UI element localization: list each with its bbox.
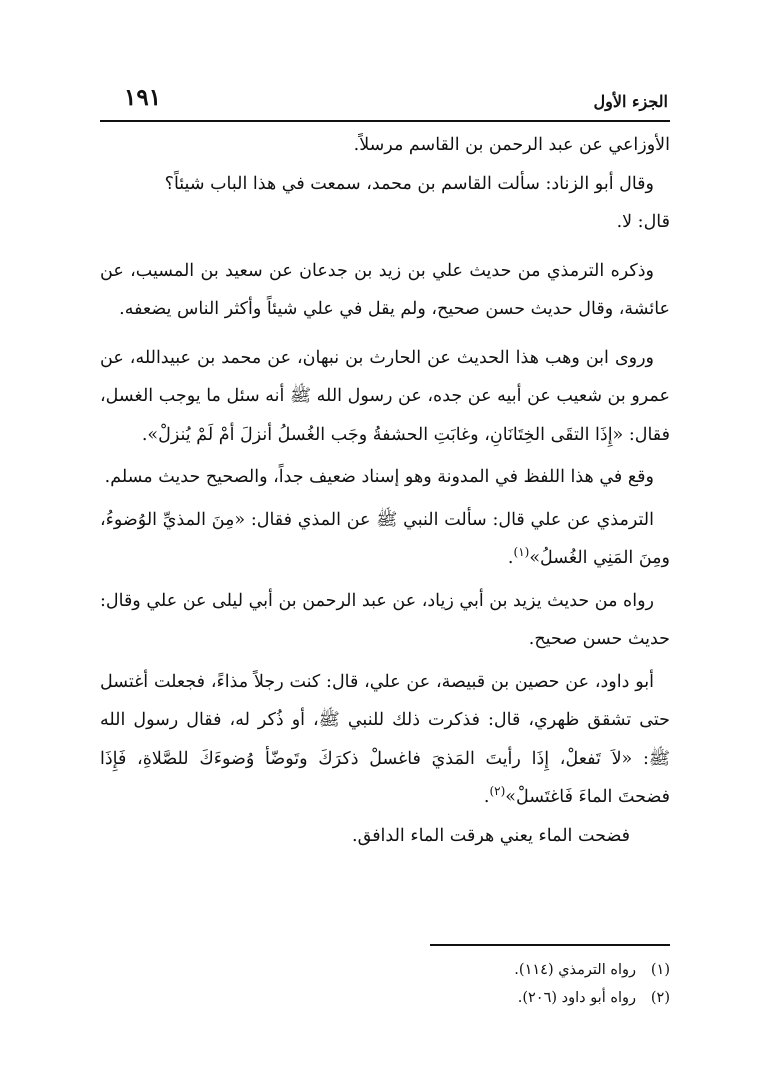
paragraph-5: وروى ابن وهب هذا الحديث عن الحارث بن نبهان، عن محمد بن عبيدالله، عن عمرو بن شعيب عن أبيه عن جده، عن رسول الله ﷺ أنه سئل ما يوجب الغسل، فقال: «إِذَا التقَى الخِتَانَانِ، وغابَتِ الحشفةُ وجَب الغُسلُ أنزلَ أمْ لَمْ يُنزلْ».: [100, 347, 670, 445]
footnote-ref-2[interactable]: (٢): [489, 784, 506, 799]
paragraph-3: قال: لا.: [616, 212, 670, 232]
paragraph-9-text: أبو داود، عن حصين بن قبيصة، عن علي، قال: كنت رجلاً مذاءً، فجعلت أغتسل حتى تشقق ظهري، قال: فذكرت ذلك للنبي ﷺ، أو ذُكر له، فقال رسول الله ﷺ: «لاَ تَفعلْ، إِذَا رأيتَ المَذيَ فاغسلْ ذكرَكَ وتَوضّأ وُضوءَكَ للصَّلاةِ، فَإِذَا فضحتَ الماءَ فَاغتَسلْ»: [100, 671, 670, 807]
paragraph-8: رواه من حديث يزيد بن أبي زياد، عن عبد الرحمن بن أبي ليلى عن علي وقال: حديث حسن صحيح.: [100, 590, 670, 649]
paragraph-6: وقع في هذا اللفظ في المدونة وهو إسناد ضعيف جداً، والصحيح حديث مسلم.: [104, 467, 654, 487]
main-text: [100, 126, 670, 855]
paragraph-10: فضحت الماء يعني هرقت الماء الدافق.: [352, 825, 630, 846]
page-number: ١٩١: [124, 84, 162, 111]
footnote-2-text: رواه أبو داود (٢٠٦).: [517, 990, 636, 1006]
footnote-ref-1[interactable]: (١): [513, 545, 530, 560]
footnote-1-number: (١): [650, 962, 670, 978]
footnote-2: [100, 984, 670, 1012]
footnote-1: [100, 956, 670, 984]
footnote-1-text: رواه الترمذي (١١٤).: [514, 962, 636, 978]
paragraph-4: وذكره الترمذي من حديث علي بن زيد بن جدعان عن سعيد بن المسيب، عن عائشة، وقال حديث حسن صحيح، ولم يقل في علي شيئاً وأكثر الناس يضعفه.: [100, 260, 670, 319]
footnotes: [100, 956, 670, 1012]
footnote-2-number: (٢): [650, 990, 670, 1006]
paragraph-7-text: الترمذي عن علي قال: سألت النبي ﷺ عن المذي فقال: «مِنَ المذيِّ الوُضوءُ، ومِنَ المَنِي الغُسلُ»: [100, 509, 670, 568]
paragraph-7: الترمذي عن علي قال: سألت النبي ﷺ عن المذي فقال: «مِنَ المذيِّ الوُضوءُ، ومِنَ المَنِي الغُسلُ»$^{(١)}$.: [100, 509, 670, 568]
paragraph-9: أبو داود، عن حصين بن قبيصة، عن علي، قال: كنت رجلاً مذاءً، فجعلت أغتسل حتى تشقق ظهري، قال: فذكرت ذلك للنبي ﷺ، أو ذُكر له، فقال رسول الله ﷺ: «لاَ تَفعلْ، إِذَا رأيتَ المَذيَ فاغسلْ ذكرَكَ وتَوضّأ وُضوءَكَ للصَّلاةِ، فَإِذَا فضحتَ الماءَ فَاغتَسلْ»$^{(٢)}$.: [100, 671, 670, 807]
paragraph-2: وقال أبو الزناد: سألت القاسم بن محمد، سمعت في هذا الباب شيئاً؟: [164, 173, 654, 194]
header-divider: [100, 120, 670, 122]
footnote-divider: [430, 944, 670, 946]
page-header: [100, 84, 668, 118]
running-title: الجزء الأول: [593, 92, 668, 111]
paragraph-1: الأوزاعي عن عبد الرحمن بن القاسم مرسلاً.: [353, 135, 670, 155]
